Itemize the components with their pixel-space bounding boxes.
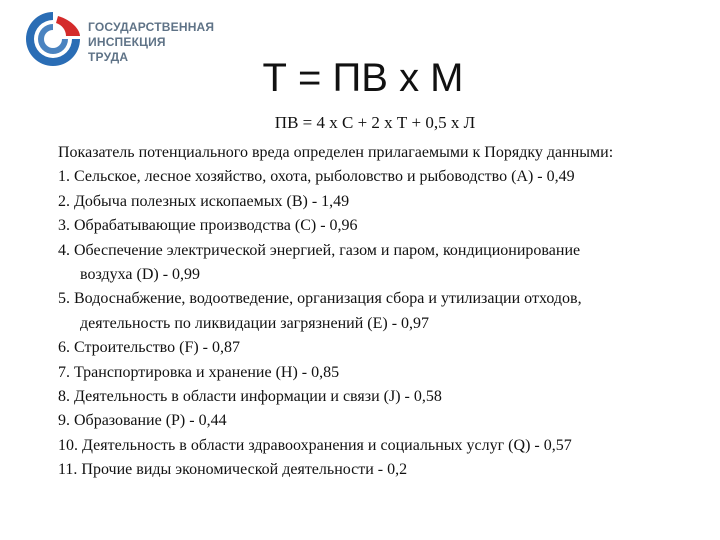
list-item: 2. Добыча полезных ископаемых (В) - 1,49 bbox=[58, 192, 350, 210]
list-item: 7. Транспортировка и хранение (Н) - 0,85 bbox=[58, 363, 340, 381]
list-item: 5. Водоснабжение, водоотведение, организация сбора и утилизации отходов, bbox=[58, 290, 582, 308]
list-item: 8. Деятельность в области информации и связи (J) - 0,58 bbox=[58, 388, 442, 406]
formula: ПВ = 4 х С + 2 х Т + 0,5 х Л bbox=[274, 113, 476, 132]
list-item: 3. Обрабатывающие производства (С) - 0,96 bbox=[58, 217, 358, 235]
intro-text: Показатель потенциального вреда определен прилагаемыми к Порядку данными: bbox=[58, 144, 614, 161]
list-item: 11. Прочие виды экономической деятельности - 0,2 bbox=[58, 461, 408, 479]
list-item: 1. Сельское, лесное хозяйство, охота, рыболовство и рыбоводство (А) - 0,49 bbox=[58, 168, 575, 186]
slide-title: Т = ПВ х М bbox=[262, 56, 464, 100]
list-item: 4. Обеспечение электрической энергией, газом и паром, кондиционирование bbox=[58, 241, 581, 259]
logo-line-2: ИНСПЕКЦИЯ bbox=[88, 35, 166, 49]
list-item-continuation: воздуха (D) - 0,99 bbox=[80, 266, 201, 284]
list-item: 9. Образование (Р) - 0,44 bbox=[58, 412, 227, 430]
list-item-continuation: деятельность по ликвидации загрязнений (Е) - 0,97 bbox=[80, 314, 430, 332]
list-item: 10. Деятельность в области здравоохранения и социальных услуг (Q) - 0,57 bbox=[58, 436, 572, 454]
logo-line-3: ТРУДА bbox=[88, 50, 129, 64]
list-item: 6. Строительство (F) - 0,87 bbox=[58, 339, 241, 357]
activity-list bbox=[58, 165, 708, 482]
content-body bbox=[58, 141, 708, 483]
logo-line-1: ГОСУДАРСТВЕННАЯ bbox=[88, 20, 215, 34]
